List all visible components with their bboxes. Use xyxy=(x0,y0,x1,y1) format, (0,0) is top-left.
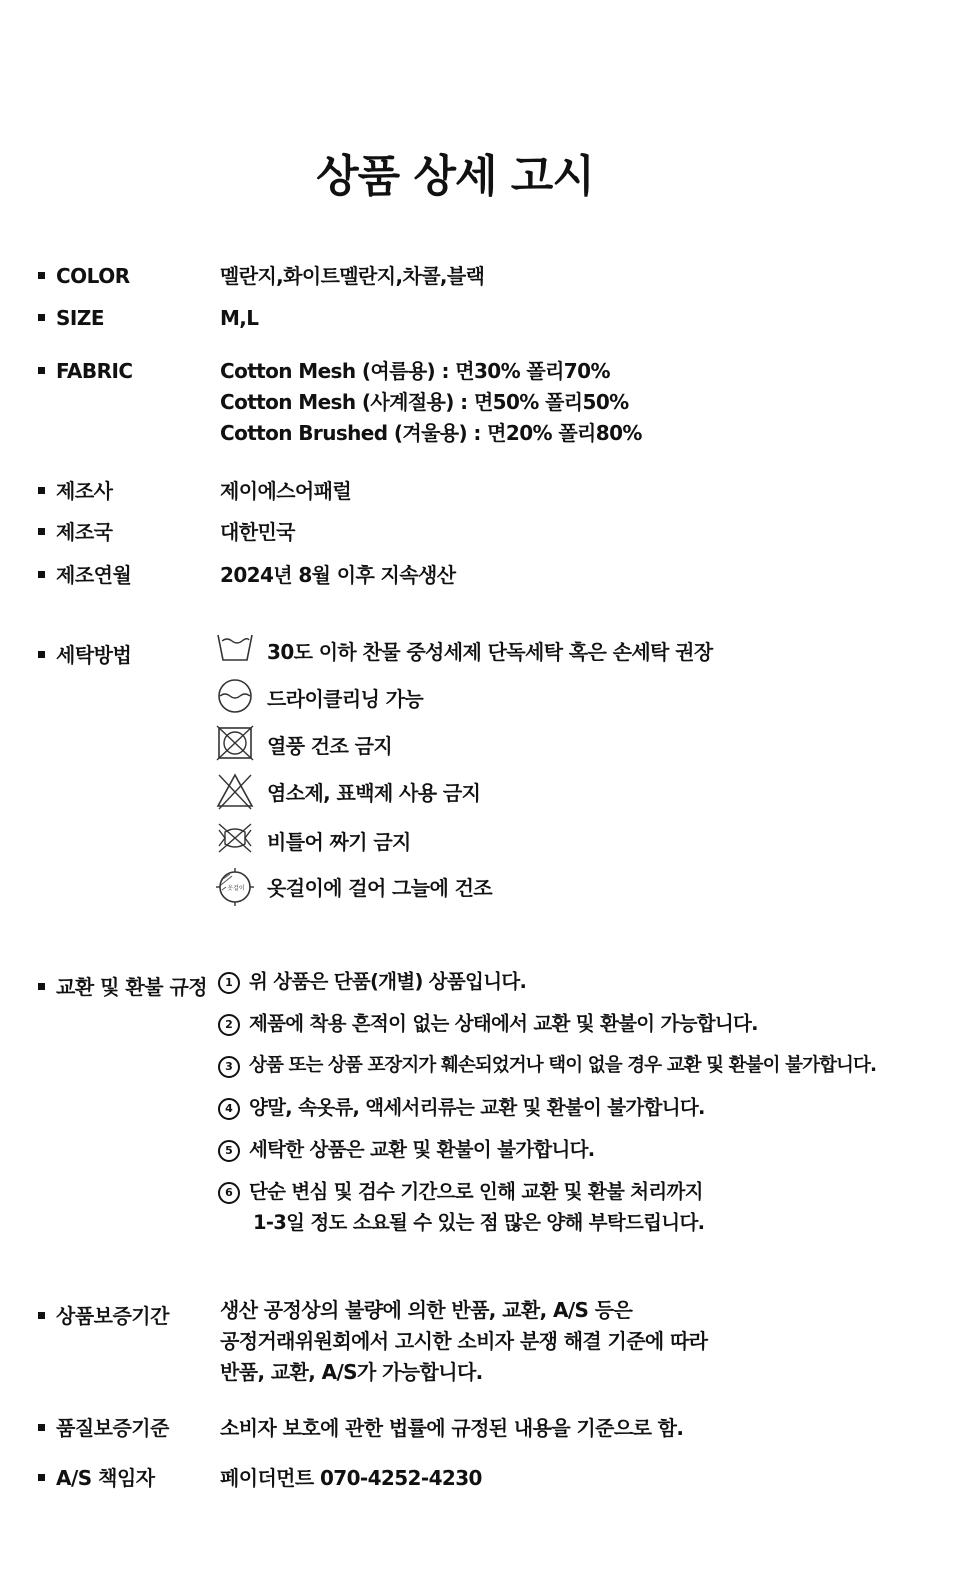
spec-value-maker: 제이에스어패럴 xyxy=(220,479,352,503)
care-label: 세탁방법 xyxy=(38,639,131,668)
as-label: A/S 책임자 xyxy=(38,1462,155,1491)
care-text: 드라이클리닝 가능 xyxy=(267,687,424,711)
spec-value-size: M,L xyxy=(220,306,259,330)
care-item xyxy=(215,724,815,764)
as-value: 페이더먼트 070-4252-4230 xyxy=(220,1466,482,1490)
hang-dry-icon-label: 옷걸이 xyxy=(227,885,245,892)
spec-label-size: SIZE xyxy=(38,306,104,330)
policy-line: 단순 변심 및 검수 기간으로 인해 교환 및 환불 처리까지 xyxy=(249,1180,703,1203)
spec-value-fabric xyxy=(220,356,642,449)
warranty-label: 상품보증기간 xyxy=(38,1300,169,1329)
spec-label-country: 제조국 xyxy=(38,516,112,545)
hang-dry-shade-icon xyxy=(215,866,255,908)
policy-text: 상품 또는 상품 포장지가 훼손되었거나 택이 없을 경우 교환 및 환불이 불가합니다. xyxy=(249,1055,877,1076)
policy-text: 양말, 속옷류, 액세서리류는 교환 및 환불이 불가합니다. xyxy=(249,1096,705,1119)
warranty-line: 생산 공정상의 불량에 의한 반품, 교환, A/S 등은 xyxy=(220,1298,633,1322)
care-item xyxy=(215,820,815,860)
spec-value-color: 멜란지,화이트멜란지,차콜,블랙 xyxy=(220,264,485,288)
care-item xyxy=(215,630,815,670)
policy-number: 5 xyxy=(218,1140,240,1162)
warranty-line: 반품, 교환, A/S가 가능합니다. xyxy=(220,1360,483,1384)
care-text: 비틀어 짜기 금지 xyxy=(267,830,411,854)
fabric-line: Cotton Mesh (여름용) : 면30% 폴리70% xyxy=(220,359,610,383)
care-text: 염소제, 표백제 사용 금지 xyxy=(267,781,481,805)
wash-30-icon xyxy=(215,630,255,664)
policy-number: 1 xyxy=(218,972,240,994)
spec-label-maker: 제조사 xyxy=(38,475,112,504)
no-bleach-icon xyxy=(215,771,255,811)
policy-number: 6 xyxy=(218,1182,240,1204)
policy-text: 제품에 착용 흔적이 없는 상태에서 교환 및 환불이 가능합니다. xyxy=(249,1012,758,1035)
policy-text: 세탁한 상품은 교환 및 환불이 불가합니다. xyxy=(249,1138,595,1161)
fabric-line: Cotton Brushed (겨울용) : 면20% 폴리80% xyxy=(220,421,642,445)
dry-clean-icon xyxy=(215,677,255,715)
policy-text xyxy=(249,1176,704,1238)
spec-label-date: 제조연월 xyxy=(38,559,131,588)
spec-label-fabric: FABRIC xyxy=(38,359,133,383)
page-title: 상품 상세 고시 xyxy=(316,151,594,202)
policy-number: 3 xyxy=(218,1056,240,1078)
no-wring-icon xyxy=(215,820,255,856)
quality-value: 소비자 보호에 관한 법률에 규정된 내용을 기준으로 함. xyxy=(220,1416,684,1440)
policy-label: 교환 및 환불 규정 xyxy=(38,971,207,1000)
policy-text: 위 상품은 단품(개별) 상품입니다. xyxy=(249,970,527,993)
spec-value-date: 2024년 8월 이후 지속생산 xyxy=(220,563,456,587)
spec-label-color: COLOR xyxy=(38,264,130,288)
fabric-line: Cotton Mesh (사계절용) : 면50% 폴리50% xyxy=(220,390,629,414)
warranty-line: 공정거래위원회에서 고시한 소비자 분쟁 해결 기준에 따라 xyxy=(220,1329,708,1353)
care-text: 옷걸이에 걸어 그늘에 건조 xyxy=(267,876,493,900)
care-item xyxy=(215,771,815,811)
policy-line: 1-3일 정도 소요될 수 있는 점 많은 양해 부탁드립니다. xyxy=(253,1211,705,1234)
no-tumble-dry-icon xyxy=(215,724,255,762)
care-item xyxy=(215,866,815,906)
spec-value-country: 대한민국 xyxy=(220,520,295,544)
care-text: 30도 이하 찬물 중성세제 단독세탁 혹은 손세탁 권장 xyxy=(267,640,713,664)
policy-number: 4 xyxy=(218,1098,240,1120)
warranty-value xyxy=(220,1295,707,1388)
care-text: 열풍 건조 금지 xyxy=(267,734,393,758)
quality-label: 품질보증기준 xyxy=(38,1412,169,1441)
policy-number: 2 xyxy=(218,1014,240,1036)
care-item xyxy=(215,677,815,717)
